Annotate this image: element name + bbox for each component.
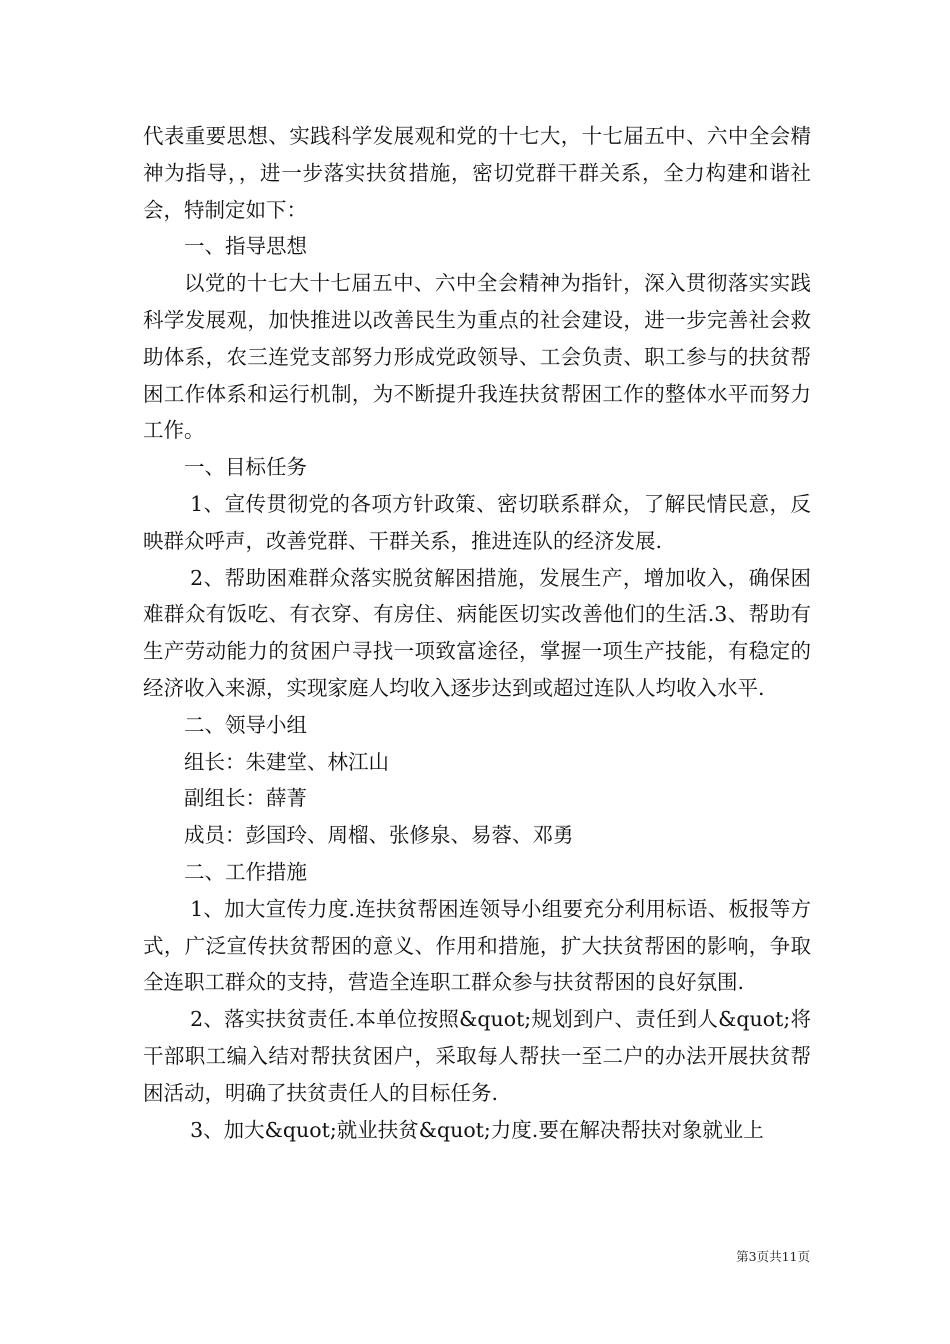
- line-members: 成员：彭国玲、周榴、张修泉、易蓉、邓勇: [184, 823, 574, 848]
- paragraph-measure-1: 1、加大宣传力度.连扶贫帮困连领导小组要充分利用标语、板报等方式，广泛宣传扶贫帮困的意义、作用和措施，扩大扶贫帮困的影响，争取全连职工群众的支持，营造全连职工群众参与扶贫帮困的良好氛围.: [143, 896, 811, 995]
- paragraph-guiding-thought: 以党的十七大十七届五中、六中全会精神为指针，深入贯彻落实实践科学发展观，加快推进以改善民生为重点的社会建设，进一步完善社会救助体系，农三连党支部努力形成党政领导、工会负责、职工参与的扶贫帮困工作体系和运行机制，为不断提升我连扶贫帮困工作的整体水平而努力工作。: [143, 271, 811, 443]
- line-group-leader: 组长：朱建堂、林江山: [184, 749, 389, 774]
- heading-work-measures: 二、工作措施: [184, 859, 307, 884]
- paragraph-measure-2: 2、落实扶贫责任.本单位按照&quot;规划到户、责任到人&quot;将干部职工编入结对帮扶贫困户，采取每人帮扶一至二户的办法开展扶贫帮困活动，明确了扶贫责任人的目标任务.: [143, 1007, 811, 1105]
- heading-leadership-group: 二、领导小组: [184, 712, 307, 737]
- paragraph-intro: 代表重要思想、实践科学发展观和党的十七大，十七届五中、六中全会精神为指导，，进一步落实扶贫措施，密切党群干群关系，全力构建和谐社会，特制定如下：: [143, 124, 811, 222]
- heading-objectives: 一、目标任务: [184, 455, 307, 480]
- paragraph-objective-2-3: 2、帮助困难群众落实脱贫解困措施，发展生产，增加收入，确保困难群众有饭吃、有衣穿、有房住、病能医切实改善他们的生活.3、帮助有生产劳动能力的贫困户寻找一项致富途径，掌握一项生产技能，有稳定的经济收入来源，实现家庭人均收入逐步达到或超过连队人均收入水平.: [143, 565, 811, 700]
- document-body: [143, 118, 811, 1148]
- line-deputy-leader: 副组长：薛菁: [184, 786, 307, 811]
- paragraph-objective-1: 1、宣传贯彻党的各项方针政策、密切联系群众，了解民情民意，反映群众呼声，改善党群、干群关系，推进连队的经济发展.: [143, 491, 811, 553]
- page-number-footer: 第3页共11页: [736, 1249, 810, 1264]
- heading-guiding-thought: 一、指导思想: [184, 234, 307, 259]
- paragraph-measure-3: 3、加大&quot;就业扶贫&quot;力度.要在解决帮扶对象就业上: [190, 1117, 764, 1142]
